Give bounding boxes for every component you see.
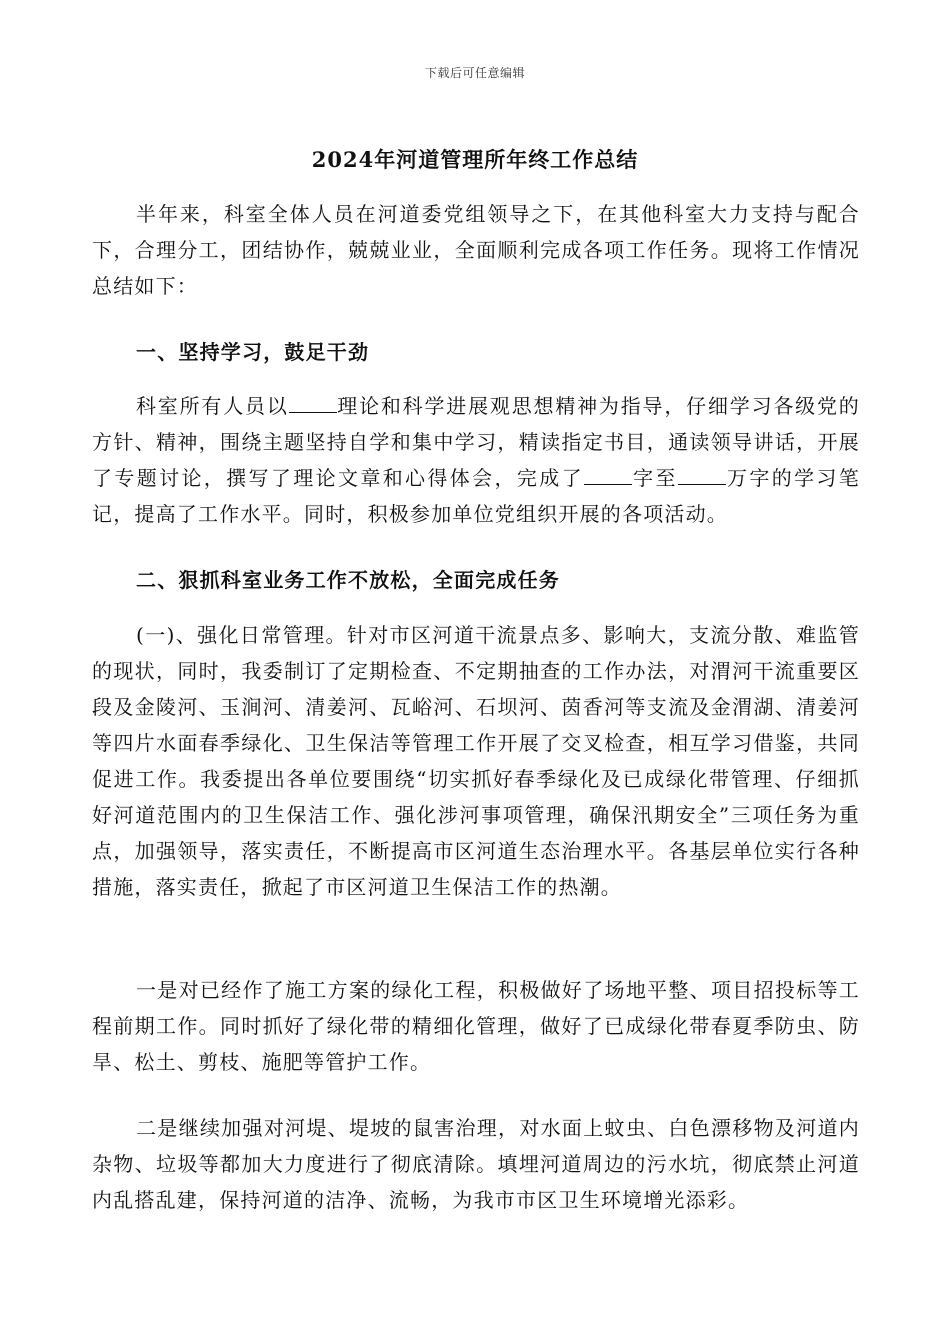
section1-text-part2: 理论和科学进展观思想精神为指导，仔细学习各级党的方针、精神，围绕主题坚持自学和集中学习，精读指定书目，通读领导讲话，开展了专题讨论，撰写了理论文章和心得体会，完成了 (92, 394, 860, 490)
fill-blank (289, 394, 337, 413)
item-one-paragraph: 一是对已经作了施工方案的绿化工程，积极做好了场地平整、项目招投标等工程前期工作。同时抓好了绿化带的精细化管理，做好了已成绿化带春夏季防虫、防旱、松土、剪枝、施肥等管护工作。 (92, 978, 860, 1074)
fill-blank (584, 466, 632, 485)
management-paragraph: (一)、强化日常管理。针对市区河道干流景点多、影响大，支流分散、难监管的现状，同时，我委制订了定期检查、不定期抽查的工作办法，对渭河干流重要区段及金陵河、玉涧河、清姜河、瓦峪河、石坝河、茵香河等支流及金渭湖、清姜河等四片水面春季绿化、卫生保洁等管理工作开展了交叉检查，相互学习借鉴，共同促进工作。我委提出各单位要围绕“切实抓好春季绿化及已成绿化带管理、仔细抓好河道范围内的卫生保洁工作、强化涉河事项管理，确保汛期安全”三项任务为重点，加强领导，落实责任，不断提高市区河道生态治理水平。各基层单位实行各种措施，落实责任，掀起了市区河道卫生保洁工作的热潮。 (92, 623, 860, 899)
item-two-paragraph: 二是继续加强对河堤、堤坡的鼠害治理，对水面上蚊虫、白色漂移物及河道内杂物、垃圾等都加大力度进行了彻底清除。填埋河道周边的污水坑，彻底禁止河道内乱搭乱建，保持河道的洁净、流畅，为我市市区卫生环境增光添彩。 (92, 1116, 860, 1212)
intro-paragraph: 半年来，科室全体人员在河道委党组领导之下，在其他科室大力支持与配合下，合理分工，团结协作，兢兢业业，全面顺利完成各项工作任务。现将工作情况总结如下： (92, 202, 860, 298)
section1-text-part4: 万字的学习笔记，提高了工作水平。同时，积极参加单位党组织开展的各项活动。 (92, 466, 860, 526)
section1-paragraph (92, 388, 860, 532)
fill-blank (678, 466, 726, 485)
document-title: 2024年河道管理所年终工作总结 (311, 147, 639, 172)
section1-text-part1: 科室所有人员以 (136, 394, 289, 418)
header-note: 下载后可任意编辑 (424, 66, 525, 80)
section2-heading: 二、狠抓科室业务工作不放松，全面完成任务 (136, 568, 560, 592)
section1-heading: 一、坚持学习，鼓足干劲 (136, 340, 370, 364)
section1-text-part3: 字至 (631, 466, 678, 490)
